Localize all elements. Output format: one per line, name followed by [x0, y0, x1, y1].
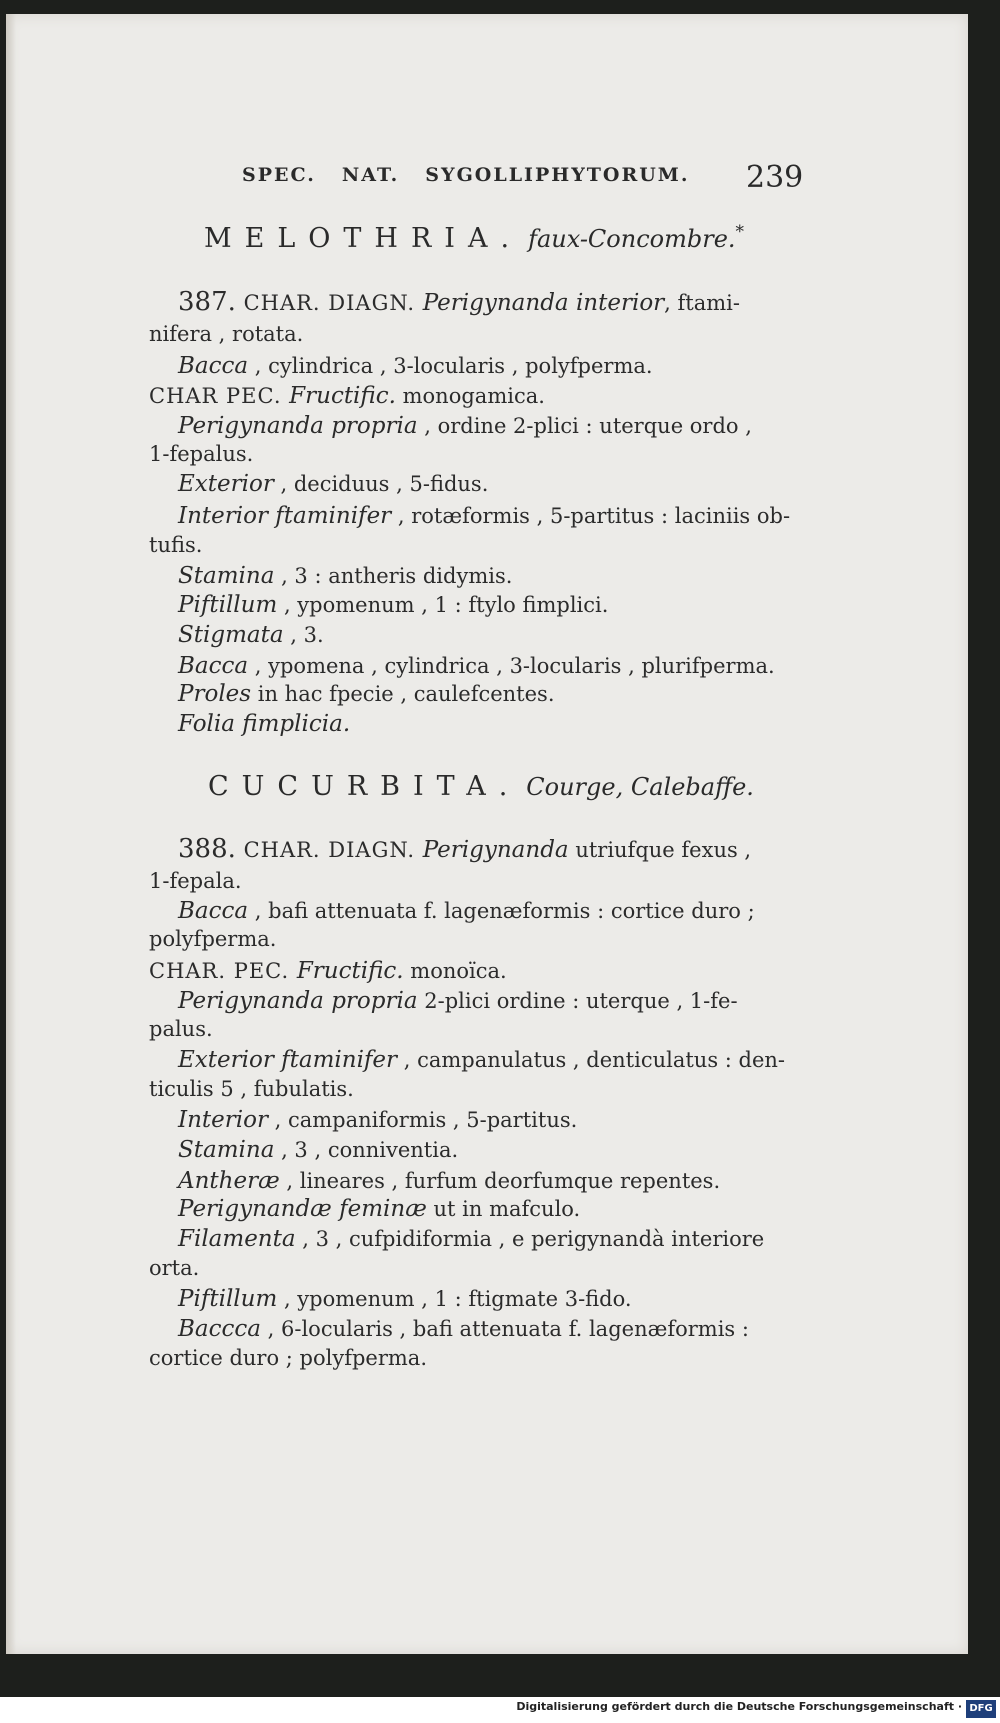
book-page: [6, 14, 968, 1654]
text-line: polyfperma.: [149, 927, 277, 951]
text-line: Stamina , 3 , conniventia.: [178, 1137, 459, 1163]
text-line: Antheræ , lineares , furfum deorfumque repentes.: [178, 1168, 721, 1194]
genus-common-name: Courge, Calebaffe.: [526, 773, 754, 801]
text-line: Stamina , 3 : antheris didymis.: [178, 563, 513, 589]
text-line: Exterior , deciduus , 5-fidus.: [178, 471, 489, 497]
text-line: tufis.: [149, 533, 203, 557]
text-line: Bacca , ypomena , cylindrica , 3-locularis , plurifperma.: [178, 653, 775, 679]
text-line: Stigmata , 3.: [178, 622, 324, 648]
text-line: Bacca , bafi attenuata f. lagenæformis : cortice duro ;: [178, 898, 755, 924]
text-line: Perigynanda propria 2-plici ordine : uterque , 1-fe-: [178, 988, 738, 1014]
text-line: Perigynanda propria , ordine 2-plici : uterque ordo ,: [178, 413, 752, 439]
text-line: Piftillum , ypomenum , 1 : ftylo fimplici.: [178, 592, 609, 618]
running-head: [242, 164, 715, 186]
text-line: Perigynandæ feminæ ut in mafculo.: [178, 1196, 581, 1222]
text-line: cortice duro ; polyfperma.: [149, 1346, 427, 1370]
genus-name: CUCURBITA.: [208, 771, 521, 802]
genus-title-cucurbita: [208, 771, 754, 802]
text-line: Bacca , cylindrica , 3-locularis , polyfperma.: [178, 353, 653, 379]
text-line: CHAR PEC. Fructific. monogamica.: [149, 383, 545, 409]
text-line: Filamenta , 3 , cufpidiformia , e perigynandà interiore: [178, 1226, 765, 1252]
running-head-word: SPEC.: [242, 164, 316, 186]
text-line: 1-fepala.: [149, 869, 242, 893]
text-line: orta.: [149, 1256, 200, 1280]
text-line: Interior , campaniformis , 5-partitus.: [178, 1107, 578, 1133]
footer-credit: Digitalisierung gefördert durch die Deutsche Forschungsgemeinschaft ·: [516, 1700, 962, 1713]
genus-common-name: faux-Concombre.: [528, 225, 736, 253]
text-line: Folia fimplicia.: [178, 711, 351, 737]
dfg-logo-badge: DFG: [966, 1700, 996, 1718]
text-line: Interior ftaminifer , rotæformis , 5-partitus : laciniis ob-: [178, 503, 791, 529]
genus-title-melothria: [204, 222, 744, 254]
text-line: Piftillum , ypomenum , 1 : ftigmate 3-fido.: [178, 1286, 632, 1312]
running-head-word: NAT.: [341, 164, 400, 186]
text-line: Exterior ftaminifer , campanulatus , denticulatus : den-: [178, 1047, 786, 1073]
footnote-star: *: [735, 222, 745, 242]
text-line: ticulis 5 , fubulatis.: [149, 1077, 354, 1101]
text-line: Proles in hac fpecie , caulefcentes.: [178, 681, 555, 707]
text-line: 1-fepalus.: [149, 442, 254, 466]
page-gutter-shadow: [6, 14, 16, 1654]
text-line: Baccca , 6-locularis , bafi attenuata f. lagenæformis :: [178, 1316, 749, 1342]
genus-name: MELOTHRIA.: [204, 223, 523, 254]
text-line: 388. CHAR. DIAGN. Perigynanda utriufque fexus ,: [178, 834, 752, 864]
text-line: CHAR. PEC. Fructific. monoïca.: [149, 958, 507, 984]
text-line: nifera , rotata.: [149, 322, 304, 346]
page-number: 239: [746, 160, 804, 195]
running-head-word: SYGOLLIPHYTORUM.: [425, 164, 690, 186]
text-line: 387. CHAR. DIAGN. Perigynanda interior, ftami-: [178, 287, 740, 317]
digitization-footer: [0, 1697, 1000, 1723]
text-line: palus.: [149, 1017, 213, 1041]
